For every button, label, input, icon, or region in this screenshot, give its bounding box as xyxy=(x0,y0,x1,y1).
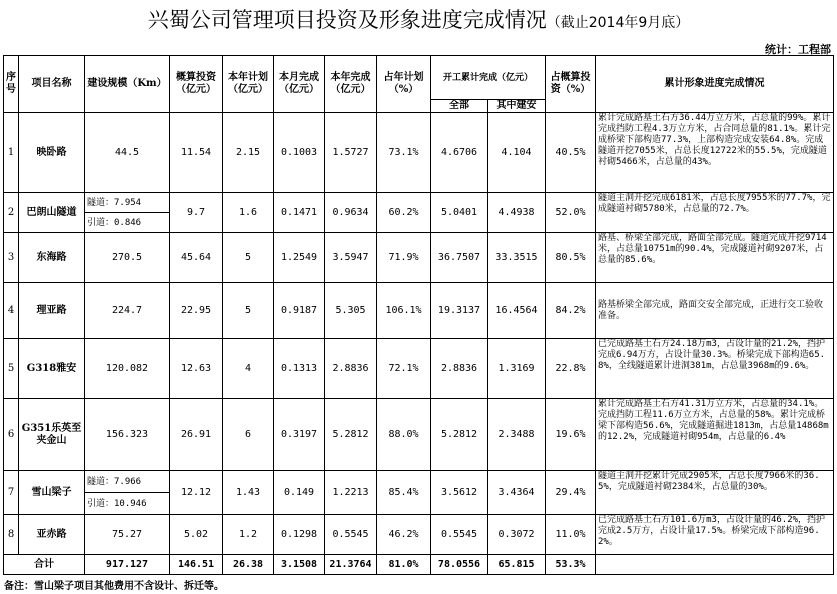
cell-scale: 224.7 xyxy=(85,283,170,339)
cell-year-plan: 5 xyxy=(223,283,274,339)
cell-seq: 6 xyxy=(4,399,19,471)
cell-year-done: 3.5947 xyxy=(325,233,377,283)
total-year-done: 21.3764 xyxy=(325,555,377,575)
header-row xyxy=(4,56,834,100)
cell-cum-ja: 1.3169 xyxy=(488,339,546,399)
total-month-done: 3.1508 xyxy=(274,555,325,575)
cell-cum-all: 3.5612 xyxy=(431,471,488,515)
table-row xyxy=(4,283,834,339)
cell-year-plan: 2.15 xyxy=(223,113,274,193)
cell-cum-ja: 4.104 xyxy=(488,113,546,193)
cell-budget: 26.91 xyxy=(170,399,223,471)
cell-cum-all: 36.7507 xyxy=(431,233,488,283)
table-row xyxy=(4,193,834,213)
header-year-pct: 占年计划（%） xyxy=(377,56,431,113)
table-row xyxy=(4,233,834,283)
cell-cum-all: 5.2812 xyxy=(431,399,488,471)
cell-name: G351乐英至夹金山 xyxy=(19,399,85,471)
total-cum-ja: 65.815 xyxy=(488,555,546,575)
cell-cum-all: 0.5545 xyxy=(431,515,488,555)
cell-year-plan: 1.6 xyxy=(223,193,274,233)
cell-name: 东海路 xyxy=(19,233,85,283)
cell-year-done: 0.5545 xyxy=(325,515,377,555)
cell-scale: 44.5 xyxy=(85,113,170,193)
total-budget: 146.51 xyxy=(170,555,223,575)
header-year-done: 本年完成（亿元） xyxy=(325,56,377,113)
total-cum-all: 78.0556 xyxy=(431,555,488,575)
cell-year-pct: 106.1% xyxy=(377,283,431,339)
page-title xyxy=(0,4,837,34)
cell-cum-ja: 2.3488 xyxy=(488,399,546,471)
total-year-pct: 81.0% xyxy=(377,555,431,575)
cell-name: 亚赤路 xyxy=(19,515,85,555)
title-main: 兴蜀公司管理项目投资及形象进度完成情况 xyxy=(147,8,547,32)
header-budget: 概算投资（亿元） xyxy=(170,56,223,113)
cell-name: G318雅安 xyxy=(19,339,85,399)
footnote: 备注：雪山梁子项目其他费用不含设计、拆迁等。 xyxy=(4,581,224,592)
stat-label: 统计：工程部 xyxy=(765,43,831,56)
cell-cum-ja: 16.4564 xyxy=(488,283,546,339)
cell-year-pct: 72.1% xyxy=(377,339,431,399)
table-row xyxy=(4,399,834,471)
cell-year-plan: 5 xyxy=(223,233,274,283)
header-name: 项目名称 xyxy=(19,56,85,113)
cell-month-done: 0.9187 xyxy=(274,283,325,339)
cell-month-done: 0.1298 xyxy=(274,515,325,555)
cell-scale: 120.082 xyxy=(85,339,170,399)
cell-budget-pct: 11.0% xyxy=(546,515,596,555)
cell-progress: 已完成路基土石方24.18万m3，占设计量的21.2%，挡护完成6.94万方，占设计量30.3%。桥梁完成下部构造65.8%，全线隧道累计进洞381m，占总量3968m的9.6%。 xyxy=(596,339,834,399)
cell-scale-tunnel: 隧道：7.954 xyxy=(85,193,170,213)
cell-cum-ja: 0.3072 xyxy=(488,515,546,555)
cell-progress: 隧道主洞开挖完成6181米，占总长度7955米的77.7%，完成隧道衬砌5780米，占总量的72.7%。 xyxy=(596,193,834,233)
total-row xyxy=(4,555,834,575)
cell-cum-all: 5.0401 xyxy=(431,193,488,233)
cell-cum-all: 2.8836 xyxy=(431,339,488,399)
cell-year-plan: 1.43 xyxy=(223,471,274,515)
cell-month-done: 0.3197 xyxy=(274,399,325,471)
header-cumulative: 开工累计完成（亿元） xyxy=(431,56,546,100)
cell-year-plan: 1.2 xyxy=(223,515,274,555)
cell-seq: 3 xyxy=(4,233,19,283)
total-progress-empty xyxy=(596,555,834,575)
cell-budget: 12.12 xyxy=(170,471,223,515)
title-sub: （截止2014年9月底） xyxy=(546,15,690,31)
cell-month-done: 0.1003 xyxy=(274,113,325,193)
total-budget-pct: 53.3% xyxy=(546,555,596,575)
cell-name: 雪山梁子 xyxy=(19,471,85,515)
cell-name: 映卧路 xyxy=(19,113,85,193)
cell-cum-ja: 4.4938 xyxy=(488,193,546,233)
cell-year-pct: 46.2% xyxy=(377,515,431,555)
cell-budget: 12.63 xyxy=(170,339,223,399)
cell-year-pct: 60.2% xyxy=(377,193,431,233)
cell-name: 巴朗山隧道 xyxy=(19,193,85,233)
cell-progress: 已完成路基土石方101.6万m3，占设计量的46.2%，挡护完成2.5万方，占设计量17.5%。桥梁完成下部构造96.2%。 xyxy=(596,515,834,555)
cell-year-done: 5.2812 xyxy=(325,399,377,471)
cell-progress: 路基桥梁全部完成，路面交安全部完成，正进行交工验收准备。 xyxy=(596,283,834,339)
cell-progress: 路基、桥梁全部完成，路面全部完成。隧道完成开挖9714米，占总量10751m的90.4%，完成隧道衬砌9207米，占总量的85.6%。 xyxy=(596,233,834,283)
cell-cum-all: 4.6706 xyxy=(431,113,488,193)
cell-progress: 累计完成路基土石方36.44万立方米，占总量的99%。累计完成挡防工程4.3万立方米，占合同总量的81.1%。累计完成桥梁下部构造77.3%，上部构造完成安装64.8%。完成隧道开挖7055米，占总长度12722米的55.5%，完成隧道衬砌5466米，占总量的43%。 xyxy=(596,113,834,193)
header-seq: 序号 xyxy=(4,56,19,113)
cell-name: 理亚路 xyxy=(19,283,85,339)
cell-seq: 5 xyxy=(4,339,19,399)
cell-budget: 11.54 xyxy=(170,113,223,193)
cell-scale: 156.323 xyxy=(85,399,170,471)
cell-budget-pct: 29.4% xyxy=(546,471,596,515)
cell-seq: 8 xyxy=(4,515,19,555)
cell-seq: 2 xyxy=(4,193,19,233)
progress-table xyxy=(3,55,834,575)
cell-scale-tunnel: 隧道：7.966 xyxy=(85,471,170,493)
cell-month-done: 1.2549 xyxy=(274,233,325,283)
table-row xyxy=(4,471,834,493)
cell-budget-pct: 52.0% xyxy=(546,193,596,233)
table-row xyxy=(4,339,834,399)
cell-budget: 45.64 xyxy=(170,233,223,283)
cell-scale-approach: 引道：0.846 xyxy=(85,213,170,233)
total-scale: 917.127 xyxy=(85,555,170,575)
cell-cum-ja: 3.4364 xyxy=(488,471,546,515)
cell-progress: 隧道主洞开挖累计完成2905米，占总长度7966米的36.5%，完成隧道衬砌2384米，占总量的30%。 xyxy=(596,471,834,515)
cell-seq: 1 xyxy=(4,113,19,193)
cell-budget-pct: 19.6% xyxy=(546,399,596,471)
table-row xyxy=(4,515,834,555)
header-budget-pct: 占概算投资（%） xyxy=(546,56,596,113)
header-month-done: 本月完成（亿元） xyxy=(274,56,325,113)
header-cum-all: 全部 xyxy=(431,100,488,113)
cell-year-done: 5.305 xyxy=(325,283,377,339)
header-scale: 建设规模（Km） xyxy=(85,56,170,113)
cell-budget: 22.95 xyxy=(170,283,223,339)
cell-cum-ja: 33.3515 xyxy=(488,233,546,283)
cell-year-done: 0.9634 xyxy=(325,193,377,233)
header-progress: 累计形象进度完成情况 xyxy=(596,56,834,113)
cell-cum-all: 19.3137 xyxy=(431,283,488,339)
cell-month-done: 0.1313 xyxy=(274,339,325,399)
cell-year-plan: 6 xyxy=(223,399,274,471)
cell-budget-pct: 22.8% xyxy=(546,339,596,399)
total-year-plan: 26.38 xyxy=(223,555,274,575)
cell-year-pct: 85.4% xyxy=(377,471,431,515)
table-row xyxy=(4,113,834,193)
cell-seq: 7 xyxy=(4,471,19,515)
cell-budget-pct: 80.5% xyxy=(546,233,596,283)
cell-budget-pct: 84.2% xyxy=(546,283,596,339)
cell-year-done: 1.5727 xyxy=(325,113,377,193)
cell-year-done: 1.2213 xyxy=(325,471,377,515)
cell-budget: 5.02 xyxy=(170,515,223,555)
cell-progress: 累计完成路基土石方41.31万立方米，占总量的34.1%。完成挡防工程11.6万立方米，占总量的58%。累计完成桥梁下部构造56.6%，完成隧道掘进1813m，占总量14868m的12.2%，完成隧道衬砌954m，占总量的6.4% xyxy=(596,399,834,471)
cell-budget-pct: 40.5% xyxy=(546,113,596,193)
cell-year-pct: 88.0% xyxy=(377,399,431,471)
cell-year-done: 2.8836 xyxy=(325,339,377,399)
cell-scale: 75.27 xyxy=(85,515,170,555)
header-year-plan: 本年计划（亿元） xyxy=(223,56,274,113)
cell-month-done: 0.1471 xyxy=(274,193,325,233)
cell-year-pct: 71.9% xyxy=(377,233,431,283)
cell-month-done: 0.149 xyxy=(274,471,325,515)
total-label: 合计 xyxy=(4,555,85,575)
cell-seq: 4 xyxy=(4,283,19,339)
cell-budget: 9.7 xyxy=(170,193,223,233)
cell-scale-approach: 引道：10.946 xyxy=(85,493,170,515)
header-cum-ja: 其中建安 xyxy=(488,100,546,113)
cell-scale: 270.5 xyxy=(85,233,170,283)
cell-year-pct: 73.1% xyxy=(377,113,431,193)
cell-year-plan: 4 xyxy=(223,339,274,399)
